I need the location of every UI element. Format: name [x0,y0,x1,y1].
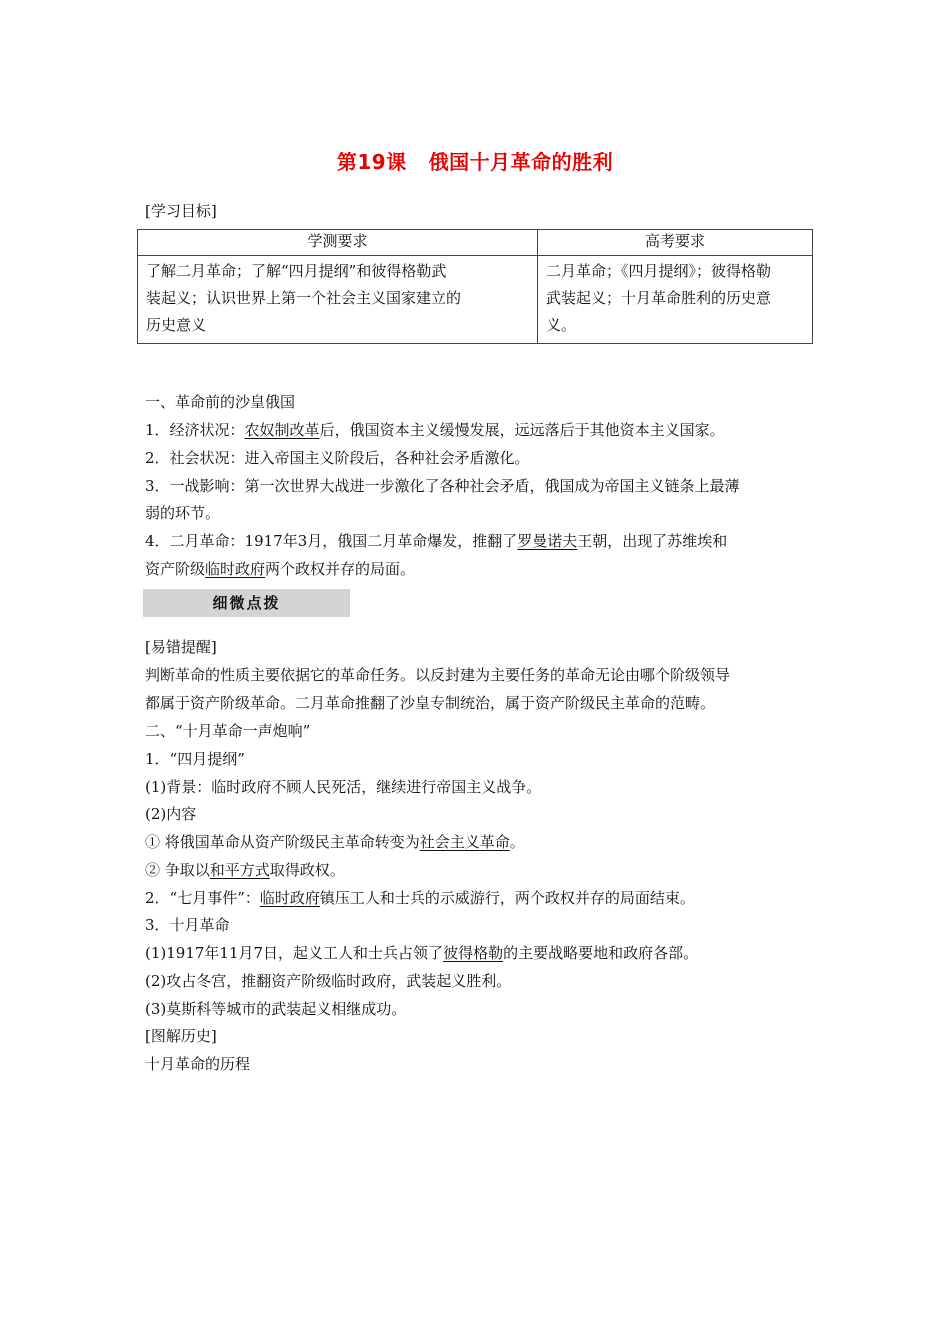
col1-cell [138,256,538,344]
tip-line1: 判断革命的性质主要依据它的革命任务。以反封建为主要任务的革命无论由哪个阶级领导 [145,666,731,684]
april-theses-point2: ② 争取以和平方式取得政权。 [145,861,345,879]
key-term: 罗曼诺夫 [517,532,578,550]
section2-heading: 二、“十月革命一声炮响” [145,722,311,740]
july-days: 2．“七月事件”：临时政府镇压工人和士兵的示威游行，两个政权并存的局面结束。 [145,889,695,907]
key-term: 临时政府 [205,560,266,578]
section1-item3-line2: 弱的环节。 [145,504,221,522]
col1-line: 了解二月革命；了解“四月提纲”和彼得格勒武 [146,262,447,280]
col1-line: 装起义；认识世界上第一个社会主义国家建立的 [146,289,462,307]
tip-heading: [易错提醒] [145,638,217,656]
tip-line2: 都属于资产阶级革命。二月革命推翻了沙皇专制统治，属于资产阶级民主革命的范畴。 [145,694,716,712]
october-point3: (3)莫斯科等城市的武装起义相继成功。 [145,1000,407,1018]
col1-line: 历史意义 [146,316,207,334]
section1-item3-line1: 3．一战影响：第一次世界大战进一步激化了各种社会矛盾，俄国成为帝国主义链条上最薄 [145,477,740,495]
goals-heading: [学习目标] [145,202,217,220]
section1-item4-line1: 4．二月革命：1917年3月，俄国二月革命爆发，推翻了罗曼诺夫王朝，出现了苏维埃和 [145,532,728,550]
key-term: 社会主义革命 [419,833,510,851]
col2-line: 二月革命；《四月提纲》；彼得格勒 [546,262,772,280]
october-point1: (1)1917年11月7日，起义工人和士兵占领了彼得格勒的主要战略要地和政府各部。 [145,944,699,962]
lesson-number: 第19课 [336,150,407,174]
section1-item2: 2．社会状况：进入帝国主义阶段后，各种社会矛盾激化。 [145,449,530,467]
april-theses-content: (2)内容 [145,805,197,823]
april-theses-point1: ① 将俄国革命从资产阶级民主革命转变为社会主义革命。 [145,833,525,851]
col2-cell [538,256,813,344]
diagram-caption: 十月革命的历程 [145,1055,251,1073]
key-term: 农奴制改革 [244,421,320,439]
key-term: 和平方式 [209,861,270,879]
goals-table [137,229,813,344]
october-point2: (2)攻占冬宫，推翻资产阶级临时政府，武装起义胜利。 [145,972,512,990]
april-theses-background: (1)背景：临时政府不顾人民死活，继续进行帝国主义战争。 [145,778,542,796]
section1-item4-line2: 资产阶级临时政府两个政权并存的局面。 [145,560,416,578]
col2-line: 武装起义；十月革命胜利的历史意 [546,289,772,307]
section1-heading: 一、革命前的沙皇俄国 [145,393,296,411]
diagram-heading: [图解历史] [145,1027,217,1045]
october-revolution-heading: 3．十月革命 [145,916,230,934]
col2-header: 高考要求 [538,230,813,256]
col2-line: 义。 [546,316,577,334]
key-term: 彼得格勒 [443,944,504,962]
col1-header: 学测要求 [138,230,538,256]
lesson-topic: 俄国十月革命的胜利 [428,150,614,174]
section1-item1: 1．经济状况：农奴制改革后，俄国资本主义缓慢发展，远远落后于其他资本主义国家。 [145,421,725,439]
tips-banner: 细微点拨 [143,589,350,617]
april-theses-heading: 1．“四月提纲” [145,750,245,768]
page-title [0,146,950,175]
key-term: 临时政府 [259,889,320,907]
